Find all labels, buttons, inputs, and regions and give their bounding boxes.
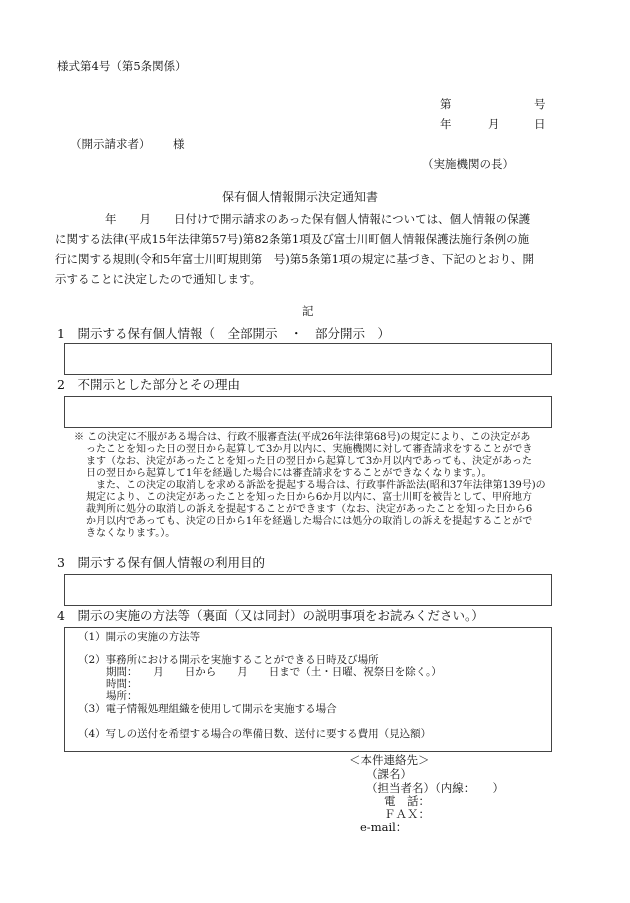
section3-title: 3 開示する保有個人情報の利用目的 [57,555,265,570]
section4-item-4: （4）写しの送付を希望する場合の準備日数、送付に要する費用（見込額） [78,728,432,740]
section1-box [64,343,552,375]
notice-line: ※ この決定に不服がある場合は、行政不服審査法(平成26年法律第68号)の規定により、この決定があ [74,432,531,443]
section4-place: 場所： [106,690,138,702]
date-year: 年 [440,117,452,131]
contact-phone: 電 話： [384,794,430,808]
appeal-notice [74,432,554,540]
form-number: 様式第4号（第5条関係） [57,59,187,73]
contact-person: （担当者名）（内線： ） [366,781,504,795]
section2-title: 2 不開示とした部分とその理由 [57,377,240,392]
contact-email: e-mail： [360,820,408,834]
contact-fax: ＦＡＸ： [384,807,430,821]
section4-period: 期間： 月 日から 月 日まで（土・日曜、祝祭日を除く。） [106,666,442,678]
notice-line: ったことを知った日の翌日から起算して3か月以内に、実施機関に対して審査請求をすることができ [86,444,533,455]
section1-title: 1 開示する保有個人情報（ 全部開示 ・ 部分開示 ） [57,326,390,341]
recipient-sama: 様 [173,137,185,151]
section4-item-1: （1）開示の実施の方法等 [78,631,201,643]
notice-line: 規定により、この決定があったことを知った日から6か月以内に、富士川町を被告として、甲府地方 [86,492,533,503]
section4-item-3: （3）電子情報処理組織を使用して開示を実施する場合 [78,703,337,715]
section4-title: 4 開示の実施の方法等（裏面（又は同封）の説明事項をお読みください。） [57,608,484,623]
section4-item-2: （2）事務所における開示を実施することができる日時及び場所 [78,654,379,666]
contact-section: （課名） [366,767,412,781]
intro-paragraph [55,209,560,289]
section3-box [64,574,552,606]
page-title: 保有個人情報開示決定通知書 [222,190,379,204]
intro-line-1: 年 月 日付けで開示請求のあった保有個人情報については、個人情報の保護 [105,212,531,226]
contact-header: ＜本件連絡先＞ [349,753,430,767]
intro-line-2: に関する法律(平成15年法律第57号)第82条第1項及び富士川町個人情報保護法施行条例の施 [55,232,530,246]
notice-line: 裁判所に処分の取消しの訴えを提起することができます（なお、決定があったことを知った日から6 [86,504,533,515]
notice-line: か月以内であっても、決定の日から1年を経過した場合には処分の取消しの訴えを提起することがで [86,516,533,527]
notice-line: 日の翌日から起算して1年を経過した場合には審査請求をすることができなくなります。）。 [86,468,492,479]
doc-number-dai: 第 [440,97,452,111]
recipient-label: （開示請求者） [70,137,151,151]
issuer: （実施機関の長） [422,157,514,171]
date-month: 月 [488,117,500,131]
section2-box [64,396,552,428]
doc-number-go: 号 [534,97,546,111]
section4-time: 時間： [106,678,138,690]
intro-line-4: 示することに決定したので通知します。 [55,272,262,286]
ki-label: 記 [302,304,314,318]
date-day: 日 [534,117,546,131]
notice-line: また、この決定の取消しを求める訴訟を提起する場合は、行政事件訴訟法(昭和37年法律第139号)の [96,480,546,491]
notice-line: ます（なお、決定があったことを知った日の翌日から起算して3か月以内であっても、決定があった [86,456,533,467]
notice-line: きなくなります。）。 [86,528,176,539]
intro-line-3: 行に関する規則(令和5年富士川町規則第 号)第5条第1項の規定に基づき、下記のとおり、開 [55,252,534,266]
